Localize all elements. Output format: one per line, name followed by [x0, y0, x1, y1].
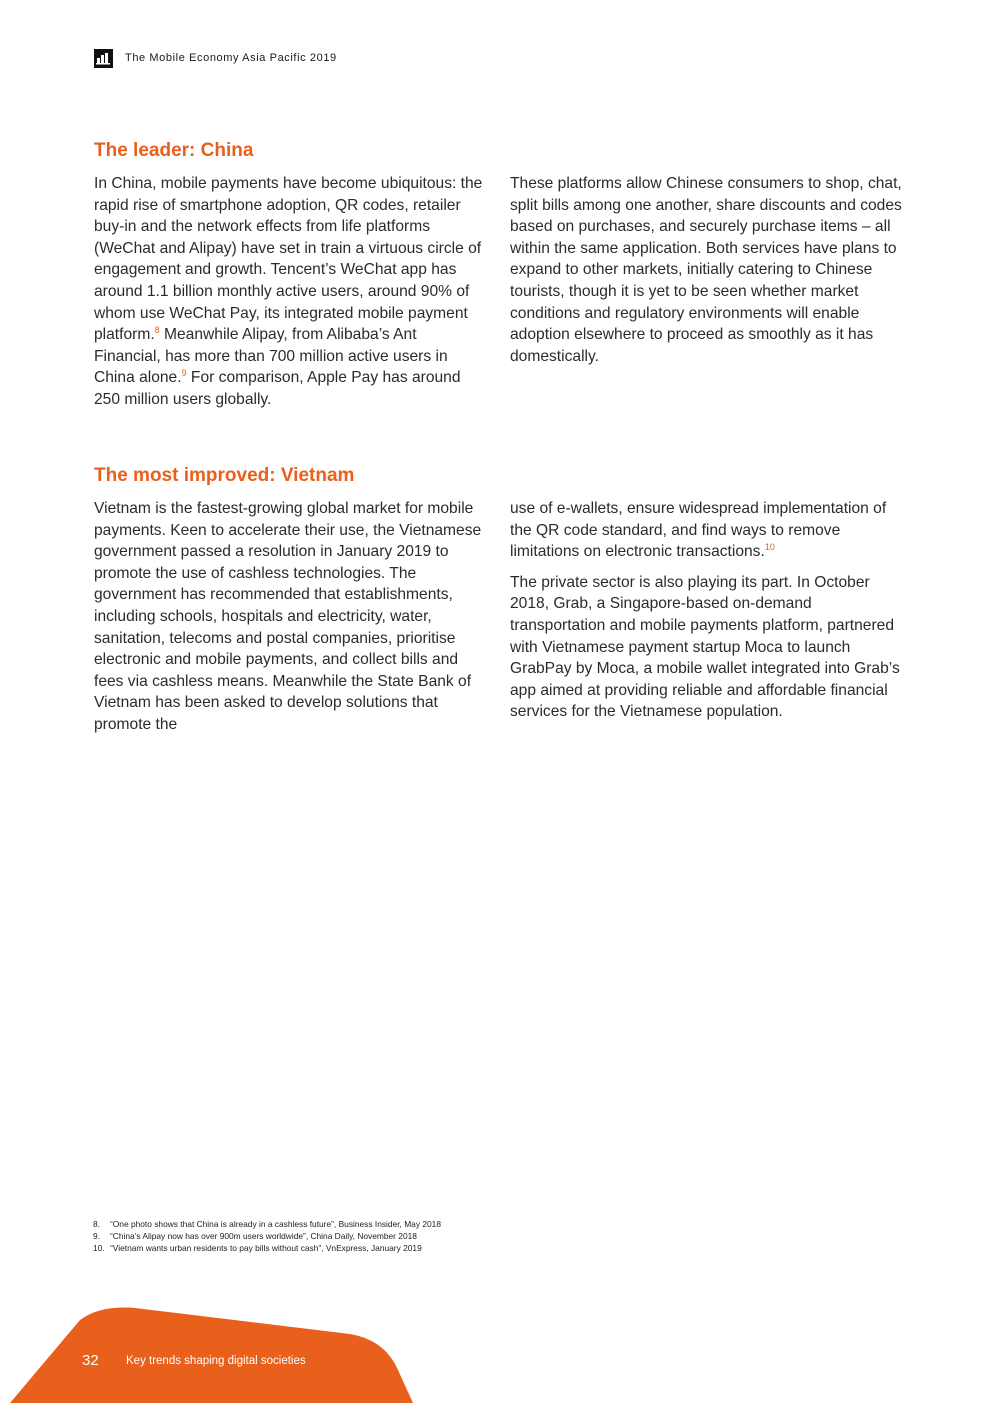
document-title: The Mobile Economy Asia Pacific 2019: [125, 52, 337, 64]
page-number: 32: [82, 1352, 99, 1369]
vietnam-paragraph: Vietnam is the fastest-growing global market for mobile payments. Keen to accelerate their use, the Vietnamese government passed a resolution in January 2019 to promote the use of cashless technologies. The government has recommended that establishments, including schools, hospitals and electricity, water, sanitation, telecoms and postal companies, prioritise electronic and mobile payments, and collect bills and fees via cashless means. Meanwhile the State Bank of Vietnam has been asked to develop solutions that promote the: [94, 500, 482, 733]
china-left-column: [94, 173, 486, 420]
china-paragraph: In China, mobile payments have become ubiquitous: the rapid rise of smartphone adoption, QR codes, retailer buy-in and the network effects from life platforms (WeChat and Alipay) have set in train a virtuous circle of engagement and growth. Tencent’s WeChat app has around 1.1 billion monthly active users, around 90% of whom use WeChat Pay, its integrated mobile payment platform.$^8$ Meanwhile Alipay, from Alibaba’s Ant Financial, has more than 700 million active users in China alone.$^9$ For comparison, Apple Pay has around 250 million users globally.: [94, 175, 483, 408]
vietnam-right-column: [510, 498, 902, 732]
footnote-item: 9. “China’s Alipay now has over 900m users worldwide”, China Daily, November 2018: [93, 1231, 417, 1242]
footer-section-title: Key trends shaping digital societies: [126, 1355, 306, 1367]
footnote-ref-10[interactable]: 10: [764, 542, 775, 552]
footnote-item: 8. “One photo shows that China is already in a cashless future”, Business Insider, May 2018: [93, 1219, 441, 1229]
section-heading-china: The leader: China: [94, 140, 254, 161]
vietnam-left-column: [94, 498, 486, 745]
footnote-ref-8[interactable]: 8: [154, 324, 160, 335]
section-heading-vietnam: The most improved: Vietnam: [94, 465, 355, 486]
vietnam-private-sector-paragraph: The private sector is also playing its part. In October 2018, Grab, a Singapore-based on-demand transportation and mobile payments platform, partnered with Vietnamese payment startup Moca to launch GrabPay by Moca, a mobile wallet integrated into Grab’s app aimed at providing reliable and affordable financial services for the Vietnamese population.: [510, 573, 900, 721]
footnotes: [93, 1218, 441, 1255]
page-header: [94, 48, 337, 68]
gsma-logo-icon: [94, 49, 113, 68]
footer-orange-shape: [0, 1300, 430, 1403]
footnote-ref-9[interactable]: 9: [181, 368, 187, 379]
vietnam-continued-paragraph: use of e-wallets, ensure widespread implementation of the QR code standard, and find ways to remove limitations on electronic transactions.$^{10}$: [510, 500, 887, 561]
china-right-column: [510, 173, 902, 376]
footnote-item: 10. “Vietnam wants urban residents to pay bills without cash”, VnExpress, January 2019: [93, 1243, 422, 1254]
china-platforms-paragraph: These platforms allow Chinese consumers to shop, chat, split bills among one another, share discounts and codes based on purchases, and securely purchase items – all within the same application. Both services have plans to expand to other markets, initially catering to Chinese tourists, though it is yet to be seen whether market conditions and regulatory environments will enable adoption elsewhere to proceed as smoothly as it has domestically.: [510, 175, 902, 365]
